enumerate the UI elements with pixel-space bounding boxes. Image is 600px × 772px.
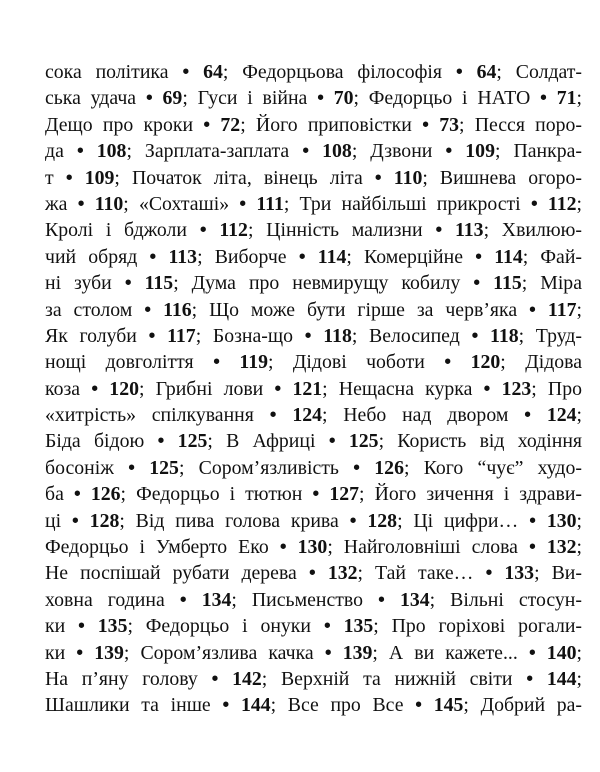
text-line: жа • 110; «Сохташі» • 111; Три найбільші прикрості • 112; xyxy=(45,192,582,215)
page-reference: • 64 xyxy=(455,61,497,83)
page-reference: • 118 xyxy=(471,324,519,347)
page-reference: • 111 xyxy=(239,192,284,215)
text-line: ховна година • 134; Письменство • 134; Вільні стосун- xyxy=(45,588,582,611)
text-line: Федорцьо і Умберто Еко • 130; Найголовніші слова • 132; xyxy=(45,536,583,559)
page-reference: • 113 xyxy=(435,219,484,242)
text-line: босоніж • 125; Сором’язливість • 126; Кого “чує” худо- xyxy=(45,456,582,479)
text-line: ні зуби • 115; Дума про невмирущу кобилу • 115; Міра xyxy=(45,272,582,295)
page-reference: • 117 xyxy=(148,324,196,347)
text-line: ська удача • 69; Гуси і війна • 70; Федорцьо і НАТО • 71; xyxy=(45,87,582,110)
page-reference: • 134 xyxy=(378,588,430,611)
page-reference: • 108 xyxy=(302,140,352,163)
text-line: коза • 120; Грибні лови • 121; Нещасна курка • 123; Про xyxy=(45,377,582,400)
text-line: Кролі і бджоли • 112; Цінність мализни • 113; Хвилюю- xyxy=(45,219,583,242)
page-reference: • 133 xyxy=(485,562,535,585)
page-reference: • 118 xyxy=(304,324,352,347)
page-reference: • 64 xyxy=(182,61,223,83)
page-reference: • 130 xyxy=(279,536,328,559)
page-reference: • 125 xyxy=(128,456,179,479)
text-line: Біда бідою • 125; В Африці • 125; Користь від ходіння xyxy=(45,430,583,453)
page-reference: • 112 xyxy=(530,192,577,215)
page-reference: • 125 xyxy=(328,430,379,453)
page-reference: • 70 xyxy=(317,87,354,110)
page-reference: • 120 xyxy=(444,351,501,374)
page-reference: • 144 xyxy=(222,694,271,717)
page-reference: • 127 xyxy=(312,483,360,506)
page-reference: • 125 xyxy=(157,430,208,453)
page-reference: • 128 xyxy=(349,509,398,532)
page-reference: • 126 xyxy=(73,483,121,506)
page-reference: • 135 xyxy=(78,615,128,638)
text-line: да • 108; Зарплата-заплата • 108; Дзвони • 109; Панкра- xyxy=(45,140,582,163)
page-reference: • 128 xyxy=(71,509,120,532)
text-line: ки • 135; Федорцьо і онуки • 135; Про горіхові рогали- xyxy=(45,615,582,638)
page-reference: • 139 xyxy=(76,641,124,664)
page-reference: • 113 xyxy=(149,245,198,268)
text-line: т • 109; Початок літа, вінець літа • 110; Вишнева огоро- xyxy=(45,166,583,189)
page-reference: • 114 xyxy=(475,245,523,268)
page-reference: • 144 xyxy=(526,667,577,690)
page-reference: • 145 xyxy=(415,694,464,717)
text-line: чий обряд • 113; Виборче • 114; Комерційне • 114; Фай- xyxy=(45,245,583,268)
page-reference: • 121 xyxy=(274,377,323,400)
text-line: нощі довголіття • 119; Дідові чоботи • 120; Дідова xyxy=(45,351,583,374)
text-line: «хитрість» спілкування • 124; Небо над двором • 124; xyxy=(45,404,583,427)
page-reference: • 112 xyxy=(199,219,248,242)
page-reference: • 134 xyxy=(179,588,232,611)
page-reference: • 124 xyxy=(269,404,322,427)
page-reference: • 117 xyxy=(529,298,577,321)
text-line: Шашлики та інше • 144; Все про Все • 145; Добрий ра- xyxy=(45,694,583,717)
text-line: сока політика • 64; Федорцьова філософія • 64; Солдат- xyxy=(45,61,583,83)
page-reference: • 116 xyxy=(144,298,192,321)
page-reference: • 142 xyxy=(211,667,262,690)
page-reference: • 72 xyxy=(203,113,241,136)
text-line: Дещо про кроки • 72; Його приповістки • 73; Песся поро- xyxy=(45,113,583,136)
page-reference: • 120 xyxy=(91,377,139,400)
page-reference: • 119 xyxy=(213,351,268,374)
page-reference: • 108 xyxy=(76,140,127,163)
text-line: Не поспішай рубати дерева • 132; Тай таке… • 133; Ви- xyxy=(45,562,582,585)
page-reference: • 115 xyxy=(473,272,522,295)
page-reference: • 73 xyxy=(422,113,459,136)
page-reference: • 109 xyxy=(65,166,115,189)
page-reference: • 114 xyxy=(298,245,347,268)
text-line: На п’яну голову • 142; Верхній та нижній світи • 144; xyxy=(45,667,583,690)
page-reference: • 124 xyxy=(524,404,577,427)
text-line: ки • 139; Сором’язлива качка • 139; А ви кажете... • 140; xyxy=(45,641,582,664)
page-reference: • 115 xyxy=(124,272,174,295)
page-reference: • 123 xyxy=(483,377,532,400)
text-line: за столом • 116; Що може бути гірше за черв’яка • 117; xyxy=(45,298,583,321)
page-reference: • 71 xyxy=(540,87,577,110)
text-line: ці • 128; Від пива голова крива • 128; Ці цифри… • 130; xyxy=(45,509,583,532)
page-reference: • 132 xyxy=(308,562,358,585)
page-reference: • 139 xyxy=(324,641,373,664)
page-reference: • 132 xyxy=(528,536,577,559)
page-reference: • 126 xyxy=(353,456,404,479)
text-line: ба • 126; Федорцьо і тютюн • 127; Його зичення і здрави- xyxy=(45,483,583,506)
page-reference: • 69 xyxy=(145,87,183,110)
text-line: Як голуби • 117; Бозна-що • 118; Велосипед • 118; Труд- xyxy=(45,324,583,347)
page-reference: • 110 xyxy=(374,166,423,189)
page-reference: • 140 xyxy=(528,641,577,664)
page-reference: • 109 xyxy=(445,140,495,163)
page-reference: • 135 xyxy=(323,615,374,638)
page-reference: • 130 xyxy=(529,509,577,532)
page-reference: • 110 xyxy=(77,192,124,215)
